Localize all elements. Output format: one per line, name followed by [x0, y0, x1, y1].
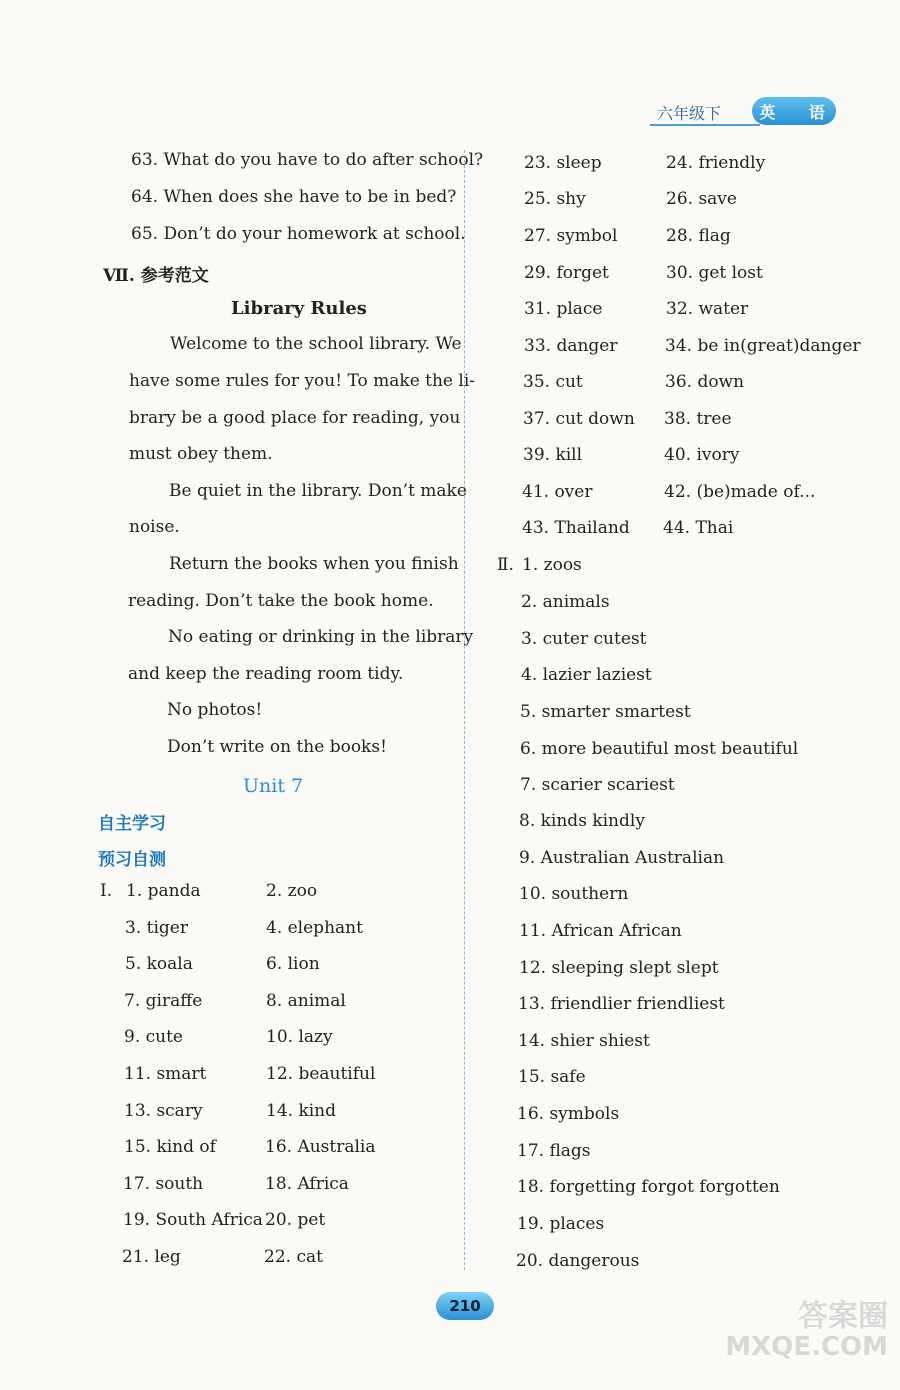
vocab-item: 41. over: [522, 482, 593, 502]
vocab-item: 7. giraffe: [124, 991, 203, 1011]
vocab-item: 19. South Africa: [123, 1210, 263, 1230]
vocab-item: 8. animal: [266, 991, 346, 1011]
part-ii-label: Ⅱ.: [497, 555, 514, 575]
vocab-item: 37. cut down: [523, 409, 635, 429]
essay-line: Don’t write on the books!: [167, 737, 387, 757]
essay-line: have some rules for you! To make the li-: [129, 371, 476, 391]
vocab-item: 22. cat: [264, 1247, 323, 1267]
essay-line: Be quiet in the library. Don’t make: [169, 481, 467, 501]
form-item: 20. dangerous: [516, 1251, 640, 1271]
vocab-item: 12. beautiful: [266, 1064, 376, 1084]
vocab-item: 6. lion: [266, 954, 320, 974]
form-item: 9. Australian Australian: [519, 848, 725, 868]
form-item: 1. zoos: [522, 555, 582, 575]
form-item: 14. shier shiest: [518, 1031, 650, 1051]
grade-label: 六年级下: [657, 104, 722, 123]
watermark-line1: 答案圈: [798, 1299, 888, 1334]
vocab-item: 27. symbol: [524, 226, 618, 246]
header-underline: [650, 124, 760, 126]
vocab-item: 16. Australia: [265, 1137, 376, 1157]
form-item: 17. flags: [517, 1141, 591, 1161]
vocab-item: 2. zoo: [266, 881, 318, 901]
form-item: 13. friendlier friendliest: [518, 994, 725, 1014]
essay-line: No photos!: [167, 700, 263, 720]
vocab-item: 34. be in(great)danger: [665, 336, 861, 356]
essay-line: noise.: [129, 517, 180, 537]
vocab-item: 38. tree: [664, 409, 732, 429]
vocab-item: 10. lazy: [266, 1027, 333, 1047]
form-item: 7. scarier scariest: [520, 775, 675, 795]
vocab-item: 14. kind: [266, 1101, 337, 1121]
answer-65: 65. Don’t do your homework at school.: [131, 224, 466, 244]
vocab-item: 11. smart: [124, 1064, 207, 1084]
vocab-item: 3. tiger: [125, 918, 188, 938]
vocab-item: 31. place: [524, 299, 603, 319]
vocab-item: 29. forget: [524, 263, 609, 283]
form-item: 11. African African: [519, 921, 682, 941]
form-item: 4. lazier laziest: [521, 665, 652, 685]
vocab-item: 15. kind of: [124, 1137, 216, 1157]
vocab-item: 4. elephant: [266, 918, 363, 938]
vocab-item: 28. flag: [666, 226, 731, 246]
essay-line: Welcome to the school library. We: [170, 334, 462, 354]
essay-line: brary be a good place for reading, you: [129, 408, 461, 428]
vocab-item: 35. cut: [523, 372, 583, 392]
essay-line: No eating or drinking in the library: [168, 627, 474, 647]
vocab-item: 44. Thai: [663, 518, 734, 538]
essay-line: reading. Don’t take the book home.: [128, 591, 434, 611]
vocab-item: 24. friendly: [666, 153, 766, 173]
vocab-item: 39. kill: [523, 445, 583, 465]
vocab-item: 23. sleep: [524, 153, 602, 173]
form-item: 10. southern: [519, 884, 629, 904]
vocab-item: 43. Thailand: [522, 518, 630, 538]
form-item: 6. more beautiful most beautiful: [520, 739, 799, 759]
form-item: 12. sleeping slept slept: [519, 958, 719, 978]
vocab-item: 33. danger: [524, 336, 618, 356]
answer-64: 64. When does she have to be in bed?: [131, 187, 457, 207]
page-number: 210: [436, 1292, 494, 1320]
vocab-item: 30. get lost: [666, 263, 763, 283]
section-vii-heading: Ⅶ. 参考范文: [103, 266, 209, 286]
vocab-item: 13. scary: [124, 1101, 203, 1121]
answer-63: 63. What do you have to do after school?: [131, 150, 484, 170]
form-item: 16. symbols: [517, 1104, 620, 1124]
vocab-item: 40. ivory: [664, 445, 740, 465]
form-item: 2. animals: [521, 592, 610, 612]
vocab-item: 17. south: [123, 1174, 204, 1194]
vocab-item: 5. koala: [125, 954, 193, 974]
vocab-item: 20. pet: [265, 1210, 326, 1230]
form-item: 8. kinds kindly: [519, 811, 645, 831]
vocab-item: 9. cute: [124, 1027, 183, 1047]
essay-line: and keep the reading room tidy.: [128, 664, 404, 684]
vocab-item: 18. Africa: [265, 1174, 349, 1194]
self-study-heading: 自主学习: [98, 814, 166, 834]
unit-title: Unit 7: [243, 775, 304, 797]
essay-line: must obey them.: [129, 444, 273, 464]
form-item: 18. forgetting forgot forgotten: [517, 1177, 780, 1197]
form-item: 15. safe: [518, 1067, 586, 1087]
form-item: 3. cuter cutest: [521, 629, 647, 649]
vocab-item: 21. leg: [122, 1247, 181, 1267]
vocab-item: 32. water: [666, 299, 749, 319]
vocab-item: 25. shy: [524, 189, 586, 209]
form-item: 19. places: [517, 1214, 605, 1234]
vocab-item: 42. (be)made of...: [664, 482, 816, 502]
part-i-label: Ⅰ.: [100, 881, 113, 901]
vocab-item: 1. panda: [126, 881, 201, 901]
column-divider: [464, 150, 465, 1270]
watermark: [725, 1300, 888, 1362]
form-item: 5. smarter smartest: [520, 702, 691, 722]
watermark-line2: MXQE.COM: [725, 1332, 888, 1362]
vocab-item: 36. down: [665, 372, 745, 392]
essay-title: Library Rules: [231, 298, 367, 319]
vocab-item: 26. save: [666, 189, 737, 209]
subject-badge: 英 语: [752, 97, 836, 125]
essay-line: Return the books when you finish: [169, 554, 459, 574]
preview-test-heading: 预习自测: [98, 850, 166, 870]
